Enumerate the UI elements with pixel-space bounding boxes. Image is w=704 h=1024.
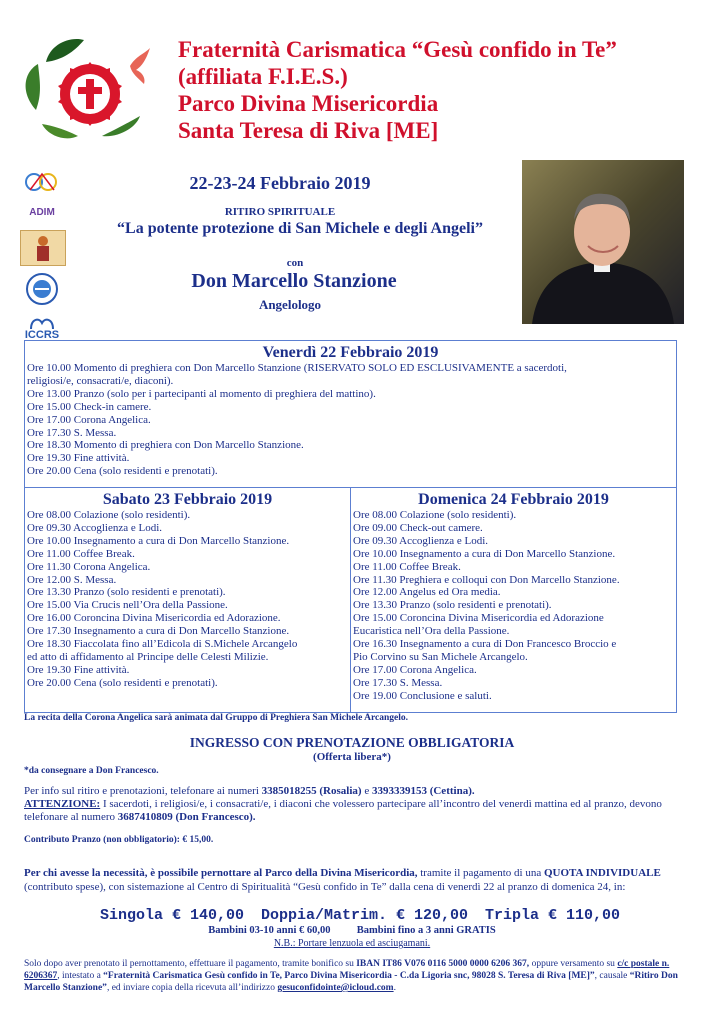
payment-info xyxy=(24,958,684,994)
schedule-item: Ore 17.30 S. Messa. xyxy=(353,676,443,689)
price-single: Singola € 140,00 xyxy=(100,907,245,924)
adim-logo: ADIM xyxy=(29,206,55,218)
schedule-item: Pio Corvino su San Michele Arcangelo. xyxy=(353,650,528,663)
event-type: RITIRO SPIRITUALE xyxy=(224,206,336,218)
saturday-items xyxy=(25,509,350,690)
email-link[interactable]: gesuconfidointe@icloud.com xyxy=(277,983,394,993)
schedule-item: Ore 18.30 Fiaccolata fino all’Edicola di S.Michele Arcangelo xyxy=(27,638,298,651)
schedule-item: Ore 11.30 Corona Angelica. xyxy=(27,560,151,573)
attention-label: ATTENZIONE: xyxy=(24,798,101,810)
sunday-title: Domenica 24 Febbraio 2019 xyxy=(418,491,609,508)
lunch-contribution: Contributo Pranzo (non obbligatorio): € 15,00. xyxy=(24,835,214,845)
iban: IBAN IT86 V076 0116 5000 0000 6206 367, xyxy=(356,959,530,969)
speaker-title: Angelologo xyxy=(258,297,322,312)
speaker-photo xyxy=(522,160,684,324)
postal-account: c/c postale n. 6206367 xyxy=(24,959,670,981)
event-dates: 22-23-24 Febbraio 2019 xyxy=(189,173,371,193)
header-line-3: Parco Divina Misericordia xyxy=(178,91,439,116)
account-holder: “Fraternità Carismatica Gesù confido in Te, Parco Divina Misericordia - C.da Ligoria snc, 98028 S. Teresa di Riva [ME]” xyxy=(103,971,595,981)
phone-don-francesco[interactable]: 3687410809 (Don Francesco). xyxy=(117,811,256,823)
payment-text-6: . xyxy=(393,983,396,993)
iccrs-label: ICCRS xyxy=(24,329,60,341)
schedule-item: Ore 13.00 Pranzo (solo per i partecipanti al momento di preghiera del mattino). xyxy=(27,387,376,400)
price-triple: Tripla € 110,00 xyxy=(484,907,620,924)
phone-rosalia[interactable]: 3385018255 (Rosalia) xyxy=(261,785,362,797)
schedule-item: Ore 08.00 Colazione (solo residenti). xyxy=(353,509,517,521)
schedule-item: Ore 11.00 Coffee Break. xyxy=(353,560,461,573)
price-double: Doppia/Matrim. € 120,00 xyxy=(260,907,469,924)
schedule-item: Ore 17.30 S. Messa. xyxy=(27,426,117,439)
schedule-item: Ore 11.00 Coffee Break. xyxy=(27,547,135,560)
info-and: e xyxy=(361,785,372,797)
info-text: Per info sul ritiro e prenotazioni, telefonare ai numeri xyxy=(24,785,262,797)
payment-text-4: , causale xyxy=(594,971,630,981)
header-line-1: Fraternità Carismatica “Gesù confido in Te” xyxy=(178,37,617,62)
payment-text-2: oppure versamento su xyxy=(529,959,618,969)
overnight-mid: tramite il pagamento di una xyxy=(417,867,544,879)
saturday-section xyxy=(25,488,351,712)
saturday-title: Sabato 23 Febbraio 2019 xyxy=(102,491,273,508)
schedule-item: ed atto di affidamento al Principe delle Celesti Milizie. xyxy=(27,650,269,663)
payment-text-3: , intestato a xyxy=(57,971,104,981)
sunday-section xyxy=(351,488,676,712)
schedule-item: Ore 19.30 Fine attività. xyxy=(27,663,130,676)
booking-info xyxy=(24,785,684,824)
schedule-item: Ore 10.00 Insegnamento a cura di Don Marcello Stanzione. xyxy=(27,534,290,547)
free-offering: (Offerta libera*) xyxy=(313,751,391,763)
schedule-item: Ore 20.00 Cena (solo residenti e prenotati). xyxy=(27,676,218,689)
weekend-sections xyxy=(25,488,676,712)
schedule-item: Ore 13.30 Pranzo (solo residenti e prenotati). xyxy=(353,599,552,612)
schedule-item: Ore 19.00 Conclusione e saluti. xyxy=(353,689,492,702)
attention-text: I sacerdoti, i religiosi/e, i consacrati/e, i diaconi che volessero partecipare all’incontro del venerdì mattina ed al pranzo, devono telefonare al numero xyxy=(24,798,662,823)
linen-note: N.B.: Portare lenzuola ed asciugamani. xyxy=(273,938,431,949)
header-line-2: (affiliata F.I.E.S.) xyxy=(178,64,348,89)
speaker-name: Don Marcello Stanzione xyxy=(191,270,397,292)
sunday-items xyxy=(351,509,676,703)
friday-section xyxy=(25,344,676,488)
friday-title: Venerdì 22 Febbraio 2019 xyxy=(262,344,439,361)
schedule-item: Ore 13.30 Pranzo (solo residenti e prenotati). xyxy=(27,586,226,599)
overnight-info xyxy=(24,866,684,894)
schedule-item: Ore 08.00 Colazione (solo residenti). xyxy=(27,509,191,521)
schedule-item: Ore 12.00 Angelus ed Ora media. xyxy=(353,586,501,599)
schedule-item: Eucaristica nell’Ora della Passione. xyxy=(353,625,510,638)
event-with: con xyxy=(286,257,304,269)
children-prices: Bambini 03-10 anni € 60,00 Bambini fino a 3 anni GRATIS xyxy=(208,925,496,936)
corona-note: La recita della Corona Angelica sarà animata dal Gruppo di Preghiera San Michele Arcangelo. xyxy=(24,713,409,723)
overnight-bold: Per chi avesse la necessità, è possibile pernottare al Parco della Divina Misericordia, xyxy=(24,867,418,879)
schedule-item: Ore 09.30 Accoglienza e Lodi. xyxy=(27,521,163,534)
schedule-item: Ore 11.30 Preghiera e colloqui con Don Marcello Stanzione. xyxy=(353,573,620,586)
payment-reason: “Ritiro Don Marcello Stanzione” xyxy=(24,971,678,993)
schedule-item: Ore 09.00 Check-out camere. xyxy=(353,521,483,534)
room-prices xyxy=(100,907,620,924)
payment-text-1: Solo dopo aver prenotato il pernottamento, effettuare il pagamento, tramite bonifico su xyxy=(24,959,357,969)
friday-items xyxy=(25,362,676,478)
schedule-table xyxy=(24,340,677,713)
schedule-item: Ore 17.00 Corona Angelica. xyxy=(353,663,477,676)
schedule-item: Ore 19.30 Fine attività. xyxy=(27,452,130,465)
schedule-item: Ore 15.00 Coroncina Divina Misericordia ed Adorazione xyxy=(353,612,604,625)
fraternity-logo xyxy=(18,32,168,147)
schedule-item: Ore 10.00 Insegnamento a cura di Don Marcello Stanzione. xyxy=(353,547,616,560)
header-block xyxy=(178,36,688,144)
schedule-item: Ore 18.30 Momento di preghiera con Don Marcello Stanzione. xyxy=(27,439,304,452)
schedule-item: Ore 16.00 Coroncina Divina Misericordia ed Adorazione. xyxy=(27,612,281,625)
schedule-item: Ore 17.30 Insegnamento a cura di Don Marcello Stanzione. xyxy=(27,625,290,638)
payment-text-5: , ed inviare copia della ricevuta all’indirizzo xyxy=(106,983,278,993)
schedule-item: religiosi/e, consacrati/e, diaconi). xyxy=(27,374,174,387)
booking-required-heading: INGRESSO CON PRENOTAZIONE OBBLIGATORIA xyxy=(189,735,515,750)
schedule-item: Ore 12.00 S. Messa. xyxy=(27,573,117,586)
overnight-end: (contributo spese), con sistemazione al Centro di Spiritualità “Gesù confido in Te” dalla cena di venerdì 22 al pranzo di domenica 24, in: xyxy=(24,881,626,893)
schedule-item: Ore 16.30 Insegnamento a cura di Don Francesco Broccio e xyxy=(353,638,617,651)
header-line-4: Santa Teresa di Riva [ME] xyxy=(178,118,439,143)
schedule-item: Ore 10.00 Momento di preghiera con Don Marcello Stanzione (RISERVATO SOLO ED ESCLUSIVAMENTE a sacerdoti, xyxy=(27,362,567,374)
schedule-item: Ore 17.00 Corona Angelica. xyxy=(27,413,151,426)
schedule-item: Ore 09.30 Accoglienza e Lodi. xyxy=(353,534,489,547)
overnight-quota: QUOTA INDIVIDUALE xyxy=(543,867,661,879)
schedule-item: Ore 15.00 Check-in camere. xyxy=(27,400,152,413)
schedule-item: Ore 20.00 Cena (solo residenti e prenotati). xyxy=(27,465,218,478)
schedule-item: Ore 15.00 Via Crucis nell’Ora della Passione. xyxy=(27,599,228,612)
event-theme: “La potente protezione di San Michele e degli Angeli” xyxy=(117,220,483,237)
phone-cettina[interactable]: 3393339153 (Cettina). xyxy=(371,785,475,797)
offering-note: *da consegnare a Don Francesco. xyxy=(24,766,159,776)
